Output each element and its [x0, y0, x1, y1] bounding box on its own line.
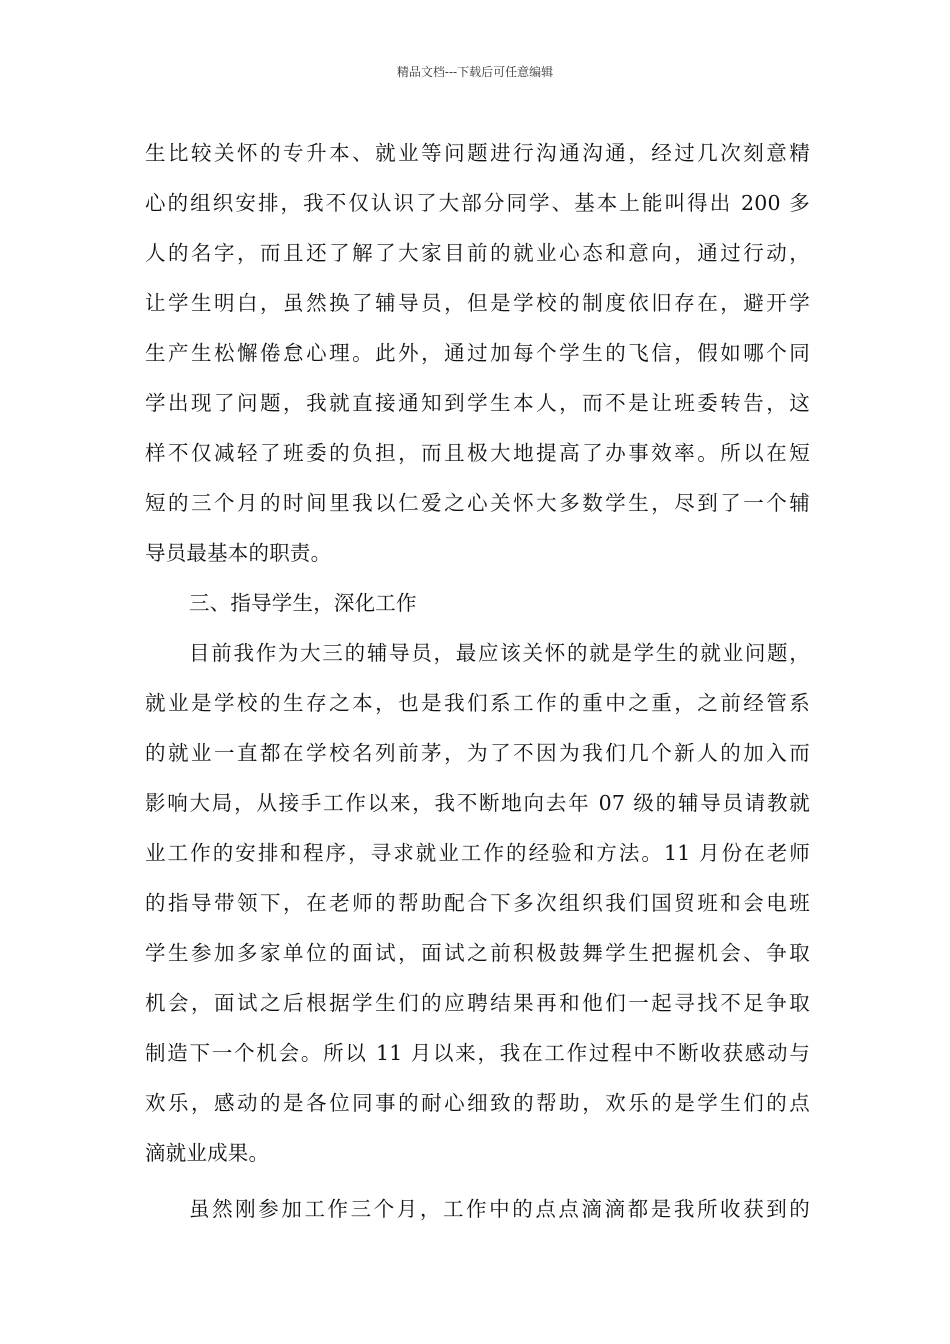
- text-line: 人的名字，而且还了解了大家目前的就业心态和意向，通过行动，: [145, 241, 810, 265]
- text-line: 目前我作为大三的辅导员，最应该关怀的就是学生的就业问题，: [189, 641, 810, 665]
- text-line: 生产生松懈倦怠心理。此外，通过加每个学生的飞信，假如哪个同: [145, 341, 810, 365]
- text-line: 虽然刚参加工作三个月，工作中的点点滴滴都是我所收获到的: [189, 1197, 810, 1221]
- text-line: 样不仅减轻了班委的负担，而且极大地提高了办事效率。所以在短: [145, 441, 810, 465]
- text-line: 就业是学校的生存之本，也是我们系工作的重中之重，之前经管系: [145, 691, 810, 715]
- document-body: [145, 128, 810, 1234]
- text-line: 制造下一个机会。所以 11 月以来，我在工作过程中不断收获感动与: [145, 1041, 810, 1065]
- text-line: 滴就业成果。: [145, 1141, 270, 1165]
- section-heading: 三、指导学生，深化工作: [189, 591, 417, 615]
- page-header: 精品文档---下载后可任意编辑: [396, 65, 554, 79]
- text-line: 生比较关怀的专升本、就业等问题进行沟通沟通，经过几次刻意精: [145, 141, 810, 165]
- text-line: 让学生明白，虽然换了辅导员，但是学校的制度依旧存在，避开学: [145, 291, 810, 315]
- text-line: 短的三个月的时间里我以仁爱之心关怀大多数学生，尽到了一个辅: [145, 491, 810, 515]
- text-line: 学出现了问题，我就直接通知到学生本人，而不是让班委转告，这: [145, 391, 810, 415]
- text-line: 学生参加多家单位的面试，面试之前积极鼓舞学生把握机会、争取: [145, 941, 810, 965]
- text-line: 的指导带领下，在老师的帮助配合下多次组织我们国贸班和会电班: [145, 891, 810, 915]
- text-line: 心的组织安排，我不仅认识了大部分同学、基本上能叫得出 200 多: [145, 191, 810, 215]
- text-line: 业工作的安排和程序，寻求就业工作的经验和方法。11 月份在老师: [145, 841, 810, 865]
- text-line: 导员最基本的职责。: [145, 541, 332, 565]
- text-line: 影响大局，从接手工作以来，我不断地向去年 07 级的辅导员请教就: [145, 791, 810, 815]
- text-line: 机会，面试之后根据学生们的应聘结果再和他们一起寻找不足争取: [145, 991, 810, 1015]
- text-line: 的就业一直都在学校名列前茅，为了不因为我们几个新人的加入而: [145, 741, 810, 765]
- text-line: 欢乐，感动的是各位同事的耐心细致的帮助，欢乐的是学生们的点: [145, 1091, 810, 1115]
